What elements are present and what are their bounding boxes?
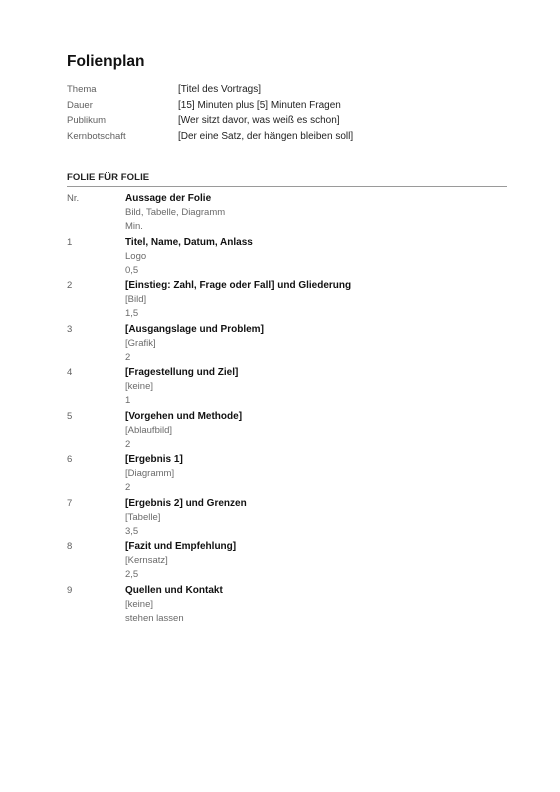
slide-row	[67, 540, 507, 582]
meta-table	[67, 82, 507, 144]
slide-list-header	[67, 192, 507, 234]
slide-cell	[125, 236, 507, 278]
slide-statement: [Fazit und Empfehlung]	[125, 541, 237, 552]
header-visual: Bild, Tabelle, Diagramm	[125, 207, 226, 218]
meta-value: [Titel des Vortrags]	[178, 84, 261, 96]
slide-nr: 1	[67, 236, 73, 248]
meta-key: Kernbotschaft	[67, 130, 126, 142]
document-page	[67, 52, 507, 626]
meta-value: [Der eine Satz, der hängen bleiben soll]	[178, 130, 354, 142]
header-minutes: Min.	[125, 221, 143, 232]
slide-minutes: stehen lassen	[125, 612, 184, 624]
slide-cell	[125, 540, 507, 582]
section-title: FOLIE FÜR FOLIE	[67, 172, 507, 187]
slide-minutes: 0,5	[125, 264, 139, 276]
slide-cell	[125, 366, 507, 408]
slide-nr: 6	[67, 454, 73, 465]
slide-statement: [Ergebnis 2] und Grenzen	[125, 497, 247, 509]
slide-nr: 9	[67, 584, 73, 596]
slide-nr: 3	[67, 323, 73, 335]
slide-visual: [Diagramm]	[125, 468, 175, 479]
slide-minutes: 3,5	[125, 525, 139, 537]
slide-statement: [Vorgehen und Methode]	[125, 410, 243, 422]
slide-statement: [Ergebnis 1]	[125, 454, 183, 465]
meta-row-dauer	[67, 98, 507, 114]
slide-row	[67, 236, 507, 278]
header-nr: Nr.	[67, 193, 80, 204]
slide-visual: [Bild]	[125, 294, 147, 305]
slide-statement: [Fragestellung und Ziel]	[125, 367, 239, 378]
slide-visual: [keine]	[125, 381, 153, 392]
slide-nr: 4	[67, 367, 73, 378]
slide-minutes: 2	[125, 438, 131, 450]
header-cell	[125, 192, 507, 234]
slide-row	[67, 584, 507, 626]
slide-row	[67, 410, 507, 452]
slide-minutes: 2,5	[125, 569, 139, 580]
slide-statement: Quellen und Kontakt	[125, 584, 223, 596]
slide-cell	[125, 410, 507, 452]
slide-nr: 8	[67, 541, 73, 552]
slide-cell	[125, 497, 507, 539]
slide-statement: [Einstieg: Zahl, Frage oder Fall] und Gliederung	[125, 280, 352, 291]
slide-cell	[125, 453, 507, 495]
meta-row-kernbotschaft	[67, 129, 507, 145]
meta-key: Dauer	[67, 99, 93, 111]
slide-minutes: 1	[125, 395, 131, 406]
page-title: Folienplan	[67, 53, 145, 70]
slide-row	[67, 366, 507, 408]
slide-row	[67, 279, 507, 321]
slide-cell	[125, 279, 507, 321]
slide-row	[67, 323, 507, 365]
slide-row	[67, 497, 507, 539]
slide-list	[67, 192, 507, 626]
slide-nr: 5	[67, 410, 73, 422]
slide-visual: [keine]	[125, 598, 153, 610]
meta-key: Publikum	[67, 115, 107, 127]
meta-value: [15] Minuten plus [5] Minuten Fragen	[178, 99, 341, 111]
slide-cell	[125, 323, 507, 365]
slide-minutes: 2	[125, 351, 131, 363]
slide-nr: 2	[67, 280, 73, 291]
meta-row-publikum	[67, 113, 507, 129]
slide-visual: [Tabelle]	[125, 511, 161, 523]
slide-row	[67, 453, 507, 495]
slide-minutes: 2	[125, 482, 131, 493]
meta-value: [Wer sitzt davor, was weiß es schon]	[178, 115, 340, 127]
slide-visual: Logo	[125, 250, 147, 262]
slide-statement: Titel, Name, Datum, Anlass	[125, 236, 253, 248]
meta-row-thema	[67, 82, 507, 98]
slide-visual: [Grafik]	[125, 337, 156, 349]
slide-minutes: 1,5	[125, 308, 139, 319]
slide-nr: 7	[67, 497, 73, 509]
slide-visual: [Ablaufbild]	[125, 424, 173, 436]
slide-statement: [Ausgangslage und Problem]	[125, 323, 264, 335]
meta-key: Thema	[67, 84, 97, 96]
slide-visual: [Kernsatz]	[125, 555, 168, 566]
header-statement: Aussage der Folie	[125, 193, 212, 204]
slide-cell	[125, 584, 507, 626]
